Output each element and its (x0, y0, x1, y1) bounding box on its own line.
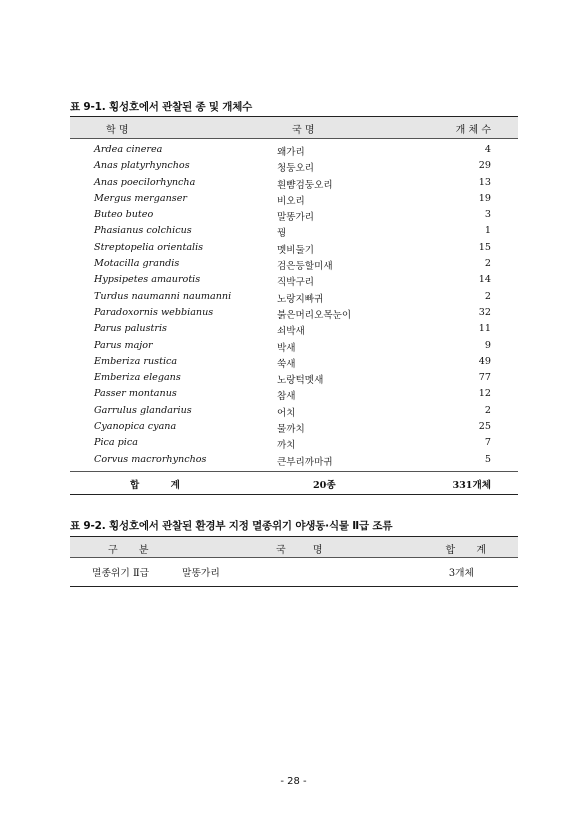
table-row (70, 208, 518, 224)
korean-name: 까치 (277, 440, 296, 452)
table-row (70, 387, 518, 403)
korean-name: 직박구리 (277, 277, 315, 289)
korean-name: 꿩 (277, 228, 287, 240)
individual-count: 13 (478, 176, 491, 188)
table-2-caption: 표 9-2. 횡성호에서 관찰된 환경부 지정 멸종위기 야생동·식물 Ⅱ급 조류 (70, 520, 393, 532)
scientific-name: Anas platyrhynchos (94, 160, 190, 172)
scientific-name: Turdus naumanni naumanni (94, 290, 232, 302)
scientific-name: Parus palustris (94, 323, 167, 335)
korean-name: 큰부리까마귀 (277, 456, 333, 468)
table-row (70, 159, 518, 175)
scientific-name: Parus major (94, 339, 153, 351)
table-row (70, 420, 518, 436)
individual-count: 49 (478, 355, 491, 367)
korean-name: 박새 (277, 342, 296, 354)
scientific-name: Paradoxornis webbianus (94, 306, 214, 318)
korean-name: 물까치 (277, 424, 305, 436)
individual-count: 2 (484, 258, 491, 270)
page-number: - 28 - (280, 776, 307, 787)
individual-count: 3 (484, 209, 491, 221)
korean-name: 노랑지빠귀 (277, 293, 324, 305)
korean-name: 어치 (277, 407, 296, 419)
scientific-name: Cyanopica cyana (94, 421, 177, 433)
table-row (70, 404, 518, 420)
individual-count: 5 (484, 453, 491, 465)
table-row (70, 322, 518, 338)
table-row (70, 453, 518, 469)
individual-count: 77 (478, 372, 491, 384)
individual-count: 32 (478, 306, 491, 318)
scientific-name: Ardea cinerea (94, 144, 163, 155)
individual-count: 11 (478, 323, 491, 335)
total-count: 331개체 (452, 479, 491, 491)
individual-count: 29 (478, 160, 491, 172)
korean-name: 참새 (277, 391, 296, 403)
table-row (70, 306, 518, 322)
header-scientific-name: 학 명 (106, 125, 129, 136)
table-1-body (70, 139, 518, 469)
scientific-name: Emberiza elegans (94, 372, 181, 384)
korean-name: 쇠박새 (277, 326, 305, 338)
individual-count: 19 (478, 192, 491, 204)
individual-count: 9 (484, 339, 491, 351)
table-row (70, 143, 518, 159)
table-row (70, 273, 518, 289)
individual-count: 7 (484, 437, 491, 449)
korean-name: 청둥오리 (277, 163, 315, 175)
table-row (70, 176, 518, 192)
table-row (70, 224, 518, 240)
korean-name: 붉은머리오목눈이 (277, 309, 352, 321)
table-row (70, 290, 518, 306)
individual-count: 2 (484, 404, 491, 416)
endangered-species-table (70, 536, 518, 587)
korean-name: 왜가리 (277, 147, 305, 158)
individual-count: 14 (478, 274, 491, 286)
row-total: 3개체 (448, 568, 474, 579)
scientific-name: Anas poecilorhyncha (94, 176, 196, 188)
scientific-name: Motacilla grandis (94, 258, 180, 270)
scientific-name: Garrulus glandarius (94, 404, 192, 416)
korean-name: 흰뺨검둥오리 (277, 179, 333, 191)
table-row (70, 192, 518, 208)
scientific-name: Streptopelia orientalis (94, 241, 204, 253)
table-1-total-row (70, 471, 518, 495)
scientific-name: Hypsipetes amaurotis (94, 274, 201, 286)
table-row (70, 436, 518, 452)
table-1-caption: 표 9-1. 횡성호에서 관찰된 종 및 개체수 (70, 101, 253, 113)
scientific-name: Emberiza rustica (94, 355, 178, 367)
header-korean-name: 국 명 (276, 545, 323, 556)
scientific-name: Pica pica (94, 437, 138, 449)
korean-name: 검은등할미새 (277, 261, 333, 273)
scientific-name: Phasianus colchicus (94, 225, 192, 237)
row-korean-name: 말똥가리 (182, 568, 220, 579)
korean-name: 멧비둘기 (277, 244, 315, 256)
header-category: 구 분 (108, 545, 149, 556)
table-row (70, 355, 518, 371)
individual-count: 1 (484, 225, 491, 237)
individual-count: 2 (484, 290, 491, 302)
table-row (70, 339, 518, 355)
individual-count: 4 (484, 144, 491, 155)
scientific-name: Corvus macrorhynchos (94, 453, 207, 465)
korean-name: 비오리 (277, 195, 305, 207)
total-species: 20종 (313, 479, 336, 491)
table-2-header (70, 536, 518, 558)
table-row (70, 241, 518, 257)
header-total: 합 계 (445, 545, 486, 556)
table-row (70, 371, 518, 387)
individual-count: 12 (478, 388, 491, 400)
row-category: 멸종위기 Ⅱ급 (92, 568, 150, 579)
korean-name: 노랑턱멧새 (277, 375, 324, 387)
table-1-header (70, 116, 518, 139)
header-korean-name: 국 명 (292, 125, 315, 136)
scientific-name: Mergus merganser (94, 192, 187, 204)
scientific-name: Passer montanus (94, 388, 177, 400)
individual-count: 25 (478, 421, 491, 433)
korean-name: 쑥새 (277, 358, 296, 370)
korean-name: 말똥가리 (277, 212, 315, 224)
scientific-name: Buteo buteo (94, 209, 154, 221)
individual-count: 15 (478, 241, 491, 253)
table-row (70, 558, 518, 587)
table-row (70, 257, 518, 273)
total-label: 합 계 (130, 479, 180, 491)
species-count-table (70, 116, 518, 495)
header-count: 개 체 수 (455, 125, 491, 136)
